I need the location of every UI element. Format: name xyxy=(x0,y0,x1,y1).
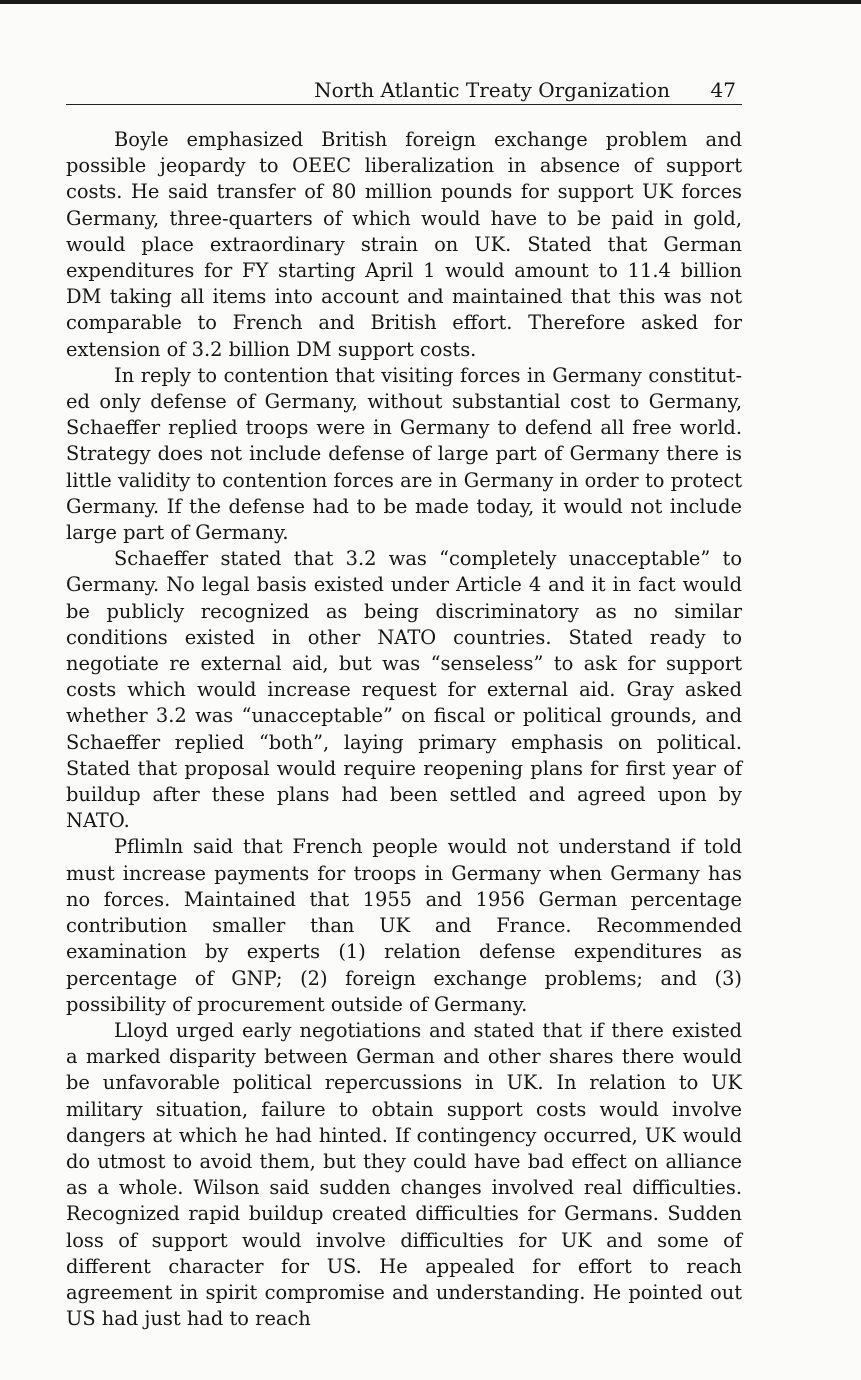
page-number: 47 xyxy=(710,78,736,102)
scan-top-edge xyxy=(0,0,861,4)
running-head-title: North Atlantic Treaty Organization xyxy=(314,78,670,102)
paragraph: Schaeffer stated that 3.2 was “completely unacceptable” to Germany. No legal basis existed under Article 4 and it in fact would be publicly recognized as being discriminatory as no similar conditions existed in other NATO countries. Stated ready to negotiate re external aid, but was “senseless” to ask for support costs which would increase request for external aid. Gray asked whether 3.2 was “unacceptable” on fiscal or political grounds, and Schaeffer replied “both”, laying primary emphasis on political. Stated that proposal would require reopening plans for first year of buildup after these plans had been settled and agreed upon by NATO. xyxy=(66,547,742,833)
paragraph: In reply to contention that visiting forces in Germany constituted only defense of Germany, without substantial cost to Germany, Schaeffer replied troops were in Germany to defend all free world. Strategy does not include defense of large part of Germany there is little validity to contention forces are in Germany in order to protect Germany. If the defense had to be made today, it would not include large part of Germany. xyxy=(66,363,742,545)
running-head xyxy=(66,76,742,105)
document-page xyxy=(66,76,742,1332)
paragraph: Pflimln said that French people would not understand if told must increase payments for troops in Germany when Germany has no forces. Maintained that 1955 and 1956 German percentage contribution smaller than UK and France. Recommended examination by experts (1) relation defense expenditures as percentage of GNP; (2) foreign exchange problems; and (3) possibility of procurement outside of Germany. xyxy=(66,835,742,1016)
paragraph: Boyle emphasized British foreign exchange problem and possible jeopardy to OEEC liberalization in absence of support costs. He said transfer of 80 million pounds for support UK forces Germany, three-quarters of which would have to be paid in gold, would place extraordinary strain on UK. Stated that German expenditures for FY starting April 1 would amount to 11.4 billion DM taking all items into account and maintained that this was not comparable to French and British effort. Therefore asked for extension of 3.2 billion DM support costs. xyxy=(66,128,742,361)
body-text xyxy=(66,127,742,1332)
paragraph: Lloyd urged early negotiations and stated that if there existed a marked disparity between German and other shares there would be unfavorable political repercussions in UK. In relation to UK military situation, failure to obtain support costs would involve dangers at which he had hinted. If contingency occurred, UK would do utmost to avoid them, but they could have bad effect on alliance as a whole. Wilson said sudden changes involved real difficulties. Recognized rapid buildup created difficulties for Germans. Sudden loss of support would involve difficulties for UK and some of different character for US. He appealed for effort to reach agreement in spirit compromise and understanding. He pointed out US had just had to reach xyxy=(66,1018,742,1331)
